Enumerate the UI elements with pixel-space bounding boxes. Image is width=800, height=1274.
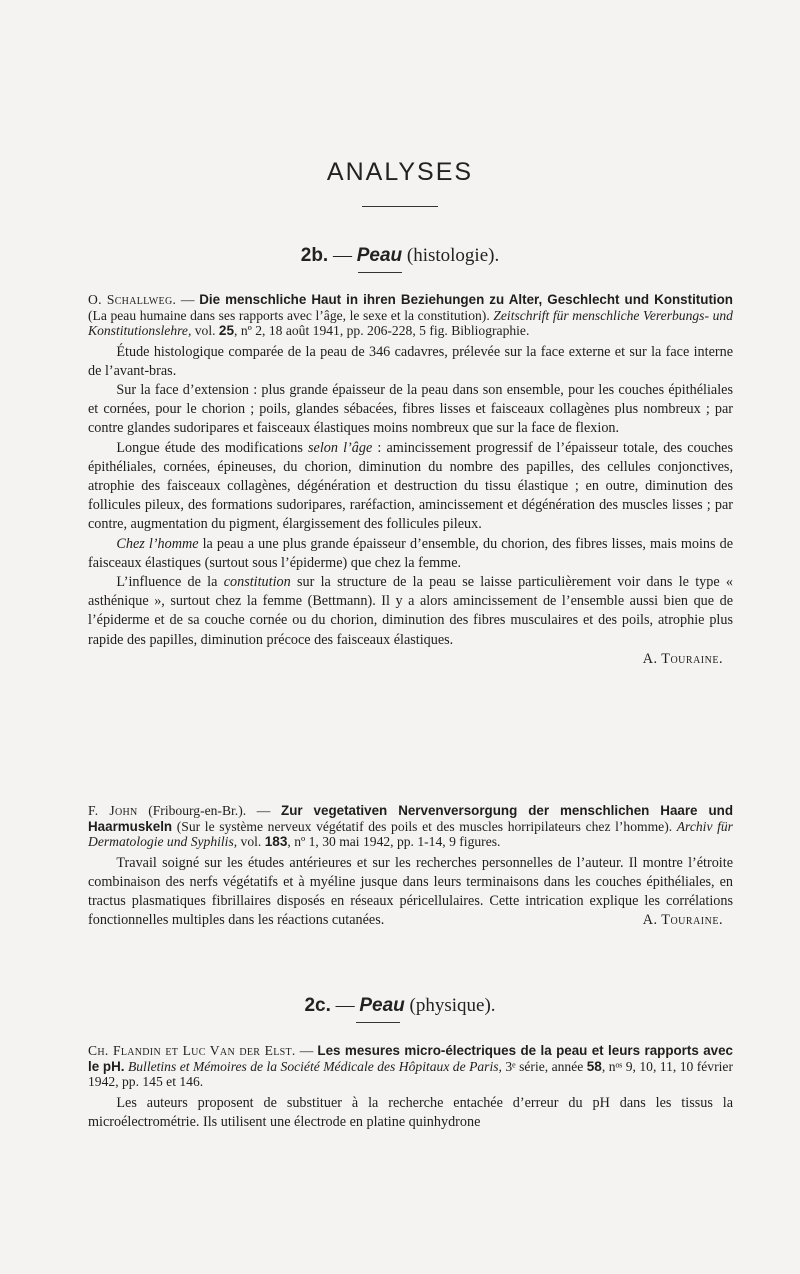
volume-prefix: vol. [191, 323, 219, 338]
italic-span: constitution [223, 573, 291, 590]
entry-year: 58 [586, 1058, 602, 1074]
section-keyword: Peau [359, 995, 405, 1016]
text-span: Travail soigné sur les études antérieures et sur les recherches personnelles de l’auteur. Il montre l’étroite combinaison des nerfs végétatifs et à myéline jusque dans leurs terminaisons dans les couches épithéliales, en tractus plasmatiques fibrillaires disposés en réseaux péricellulaires. Cette intrication explique les corrélations fonctionnelles multiples dans les réactions cutanées. [88, 854, 733, 929]
entry-volume: 25 [218, 323, 235, 338]
entry-authors: Ch. Flandin et Luc Van der Elst. [88, 1043, 296, 1058]
section-subtitle: (physique). [409, 995, 496, 1016]
title-rule [362, 206, 438, 207]
section-dash: — [332, 245, 352, 266]
analysis-entry-1 [88, 292, 733, 669]
paragraph [88, 854, 733, 931]
entry-place: (Fribourg-en-Br.). [137, 803, 247, 818]
paragraph: Sur la face d’extension : plus grande épaisseur de la peau dans son ensemble, pour les couches épithéliales et cornées, pour le chorion ; poils, glandes sébacées, fibres lisses et faisceaux collagènes plus nombreux ; par contre glandes sudoripares et faisceaux élastiques moins nombreux que sur la face de flexion. [88, 381, 733, 437]
entry-volume: 183 [264, 834, 288, 849]
section-heading-2c [0, 995, 800, 1017]
analysis-entry-2 [88, 803, 733, 930]
entry-journal: Archiv für Dermatologie und Syphilis, [88, 818, 733, 849]
entry-citation [88, 292, 733, 339]
text-span: la peau a une plus grande épaisseur d’ensemble, du chorion, des fibres lisses, mais moins de faisceaux élastiques (surtout sous l’épiderme) que chez la femme. [88, 535, 733, 571]
section-number: 2b. [300, 245, 329, 266]
page-title: ANALYSES [326, 158, 474, 186]
paragraph: Étude histologique comparée de la peau de 346 cadavres, prélevée sur la face externe et sur la face interne de l’avant-bras. [88, 343, 733, 379]
analysis-entry-3 [88, 1043, 733, 1132]
entry-title-translation: (Sur le système nerveux végétatif des poils et des muscles horripilateurs chez l’homme). [172, 818, 677, 834]
citation-dash: — [246, 803, 282, 818]
signature: A. Touraine. [642, 650, 723, 667]
signature: A. Touraine. [642, 912, 723, 929]
text-span: : amincissement progressif de l’épaisseur totale, des couches épithéliales, cornées, épineuses, du chorion, diminution du nombre des papilles, des cellules conjonctives, atrophie des faisceaux collagènes, dégénération et destruction du tissu élastique ; en outre, diminution des follicules pileux, des formations sudoripares, raréfaction, amincissement et dégénération des muscles lisses ; par contre, augmentation du pigment, élargissement des follicules pileux. [88, 439, 733, 533]
paragraph [88, 439, 733, 535]
section-rule [356, 1022, 400, 1023]
text-span: sur la structure de la peau se laisse particulièrement voir dans le type « asthénique », surtout chez la femme (Bettmann). Il y a alors amincissement de l’ensemble aussi bien que de l’épiderme et de sa couche cornée ou du chorion, diminution des fibres musculaires et des poils, atrophie plus rapide des papilles, diminution précoce des faisceaux élastiques. [88, 573, 734, 648]
section-dash: — [335, 995, 355, 1016]
text-span: Longue étude des modifications [116, 439, 308, 456]
entry-citation [88, 803, 733, 850]
entry-journal: Bulletins et Mémoires de la Société Médicale des Hôpitaux de Paris, [124, 1058, 502, 1074]
section-heading-2b [0, 245, 800, 267]
citation-dash: — [176, 292, 200, 307]
italic-span: selon l’âge [308, 439, 373, 456]
paragraph [88, 535, 733, 573]
section-number: 2c. [304, 995, 331, 1016]
entry-title: Zur vegetativen Nervenversorgung der menschlichen Haare und Haarmuskeln [88, 803, 734, 834]
entry-title: Les mesures micro-électriques de la peau et leurs rapports avec le pH. [88, 1043, 733, 1074]
citation-dash: — [295, 1043, 318, 1058]
entry-author: F. John [88, 803, 138, 818]
volume-prefix: vol. [237, 834, 265, 849]
entry-author: O. Schallweg. [88, 292, 177, 307]
entry-title-translation: (La peau humaine dans ses rapports avec l’âge, le sexe et la constitution). [88, 307, 494, 323]
entry-details: , nᵒˢ 9, 10, 11, 10 février 1942, pp. 145 et 146. [88, 1058, 733, 1089]
section-keyword: Peau [356, 245, 403, 266]
entry-details: , nº 1, 30 mai 1942, pp. 1-14, 9 figures. [287, 834, 501, 849]
section-subtitle: (histologie). [406, 245, 500, 266]
section-rule [358, 272, 402, 273]
entry-series: 3ᵉ série, année [501, 1058, 587, 1074]
italic-span: Chez l’homme [116, 535, 199, 552]
entry-journal: Zeitschrift für menschliche Vererbungs- und Konstitutionslehre, [88, 307, 733, 338]
paragraph [88, 573, 733, 650]
entry-details: , nº 2, 18 août 1941, pp. 206-228, 5 fig. Bibliographie. [234, 323, 530, 338]
entry-citation [88, 1043, 733, 1090]
paragraph: Les auteurs proposent de substituer à la recherche entachée d’erreur du pH dans les tissus la microélectrométrie. Ils utilisent une électrode en platine quinhydrone [88, 1094, 733, 1130]
text-span: L’influence de la [116, 573, 224, 590]
entry-title: Die menschliche Haut in ihren Beziehungen zu Alter, Geschlecht und Konstitution [199, 292, 733, 307]
